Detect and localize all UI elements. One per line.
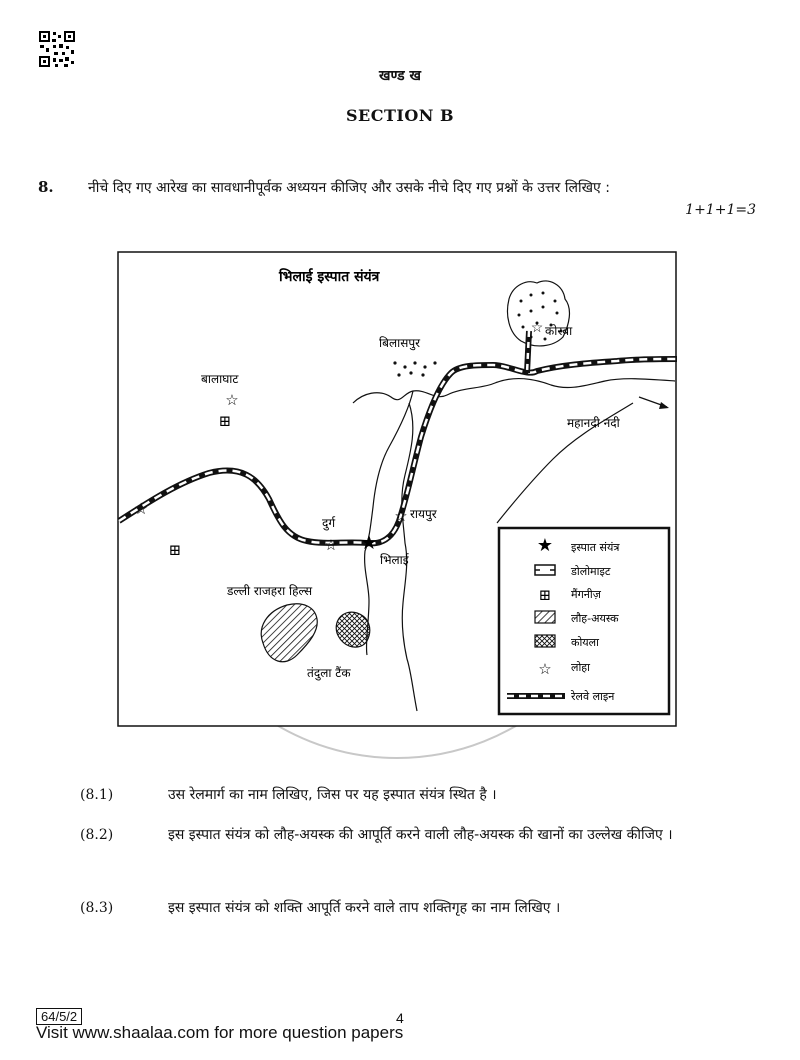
subquestion-number: (8.3) [80,900,114,916]
subquestion-8-3 [80,895,760,922]
manganese-icon-west: ⊞ [168,541,182,559]
label-raipur: रायपुर [410,507,437,521]
label-korba: कोरबा [545,324,573,338]
question-marks: 1+1+1=3 [685,202,756,218]
subquestion-text: उस रेलमार्ग का नाम लिखिए, जिस पर यह इस्पात संयंत्र स्थित है । [168,787,497,803]
label-bilaspur: बिलासपुर [379,336,421,350]
footer-visit-link[interactable]: Visit www.shaalaa.com for more question papers [36,1023,404,1042]
paper-code: 64/5/2 [36,1008,82,1025]
korba-iron-icon: ☆ [530,320,544,336]
subquestion-text: इस इस्पात संयंत्र को लौह-अयस्क की आपूर्ति करने वाली लौह-अयस्क की खानों का उल्लेख कीजिए । [168,827,673,843]
legend-steel-plant-icon: ★ [536,535,554,556]
label-mahanadi: महानदी नदी [567,416,620,430]
question-text: नीचे दिए गए आरेख का सावधानीपूर्वक अध्ययन कीजिए और उसके नीचे दिए गए प्रश्नों के उत्तर लिखिए : [88,180,610,196]
west-iron-icon: ☆ [133,499,149,518]
subquestion-8-1 [80,782,760,809]
label-dalli-rajhara: डल्ली राजहरा हिल्स [227,584,313,598]
bhilai-steel-plant-map [117,251,677,727]
legend-iron-ore-icon [535,611,555,623]
section-title-hindi: खण्ड ख [379,68,421,84]
map-title: भिलाई इस्पात संयंत्र [279,269,380,285]
subquestion-text: इस इस्पात संयंत्र को शक्ति आपूर्ति करने वाले ताप शक्तिगृह का नाम लिखिए । [168,900,561,916]
question-number: 8. [38,178,54,196]
legend-label-steel-plant: इस्पात संयंत्र [571,541,620,554]
balaghat-iron-icon: ☆ [225,391,239,409]
legend-label-coal: कोयला [571,636,599,649]
legend-label-manganese: मैंगनीज़ [571,588,601,601]
legend-label-railway: रेलवे लाइन [571,690,615,703]
label-durg: दुर्ग [322,516,336,530]
subquestion-8-2 [80,822,740,849]
page-number: 4 [396,1010,404,1026]
bhilai-steel-plant-icon: ★ [360,530,378,554]
section-title-english: SECTION B [345,106,455,125]
legend-iron-icon: ☆ [538,660,552,678]
legend-label-iron: लोहा [571,661,590,674]
balaghat-manganese-icon: ⊞ [218,412,232,430]
subquestion-number: (8.1) [80,787,114,803]
legend-label-iron-ore: लौह-अयस्क [571,612,619,625]
legend-label-dolomite: डोलोमाइट [571,565,611,578]
legend-coal-icon [535,635,555,647]
label-balaghat: बालाघाट [201,372,239,386]
label-tandula: तंदुला टैंक [307,666,351,680]
legend [499,528,669,714]
label-bhilai: भिलाई [380,553,409,567]
durg-iron-icon: ☆ [324,536,338,554]
raipur-iron-icon: ☆ [394,507,408,525]
legend-manganese-icon: ⊞ [538,586,552,604]
subquestion-number: (8.2) [80,827,114,843]
qr-code [38,30,76,68]
